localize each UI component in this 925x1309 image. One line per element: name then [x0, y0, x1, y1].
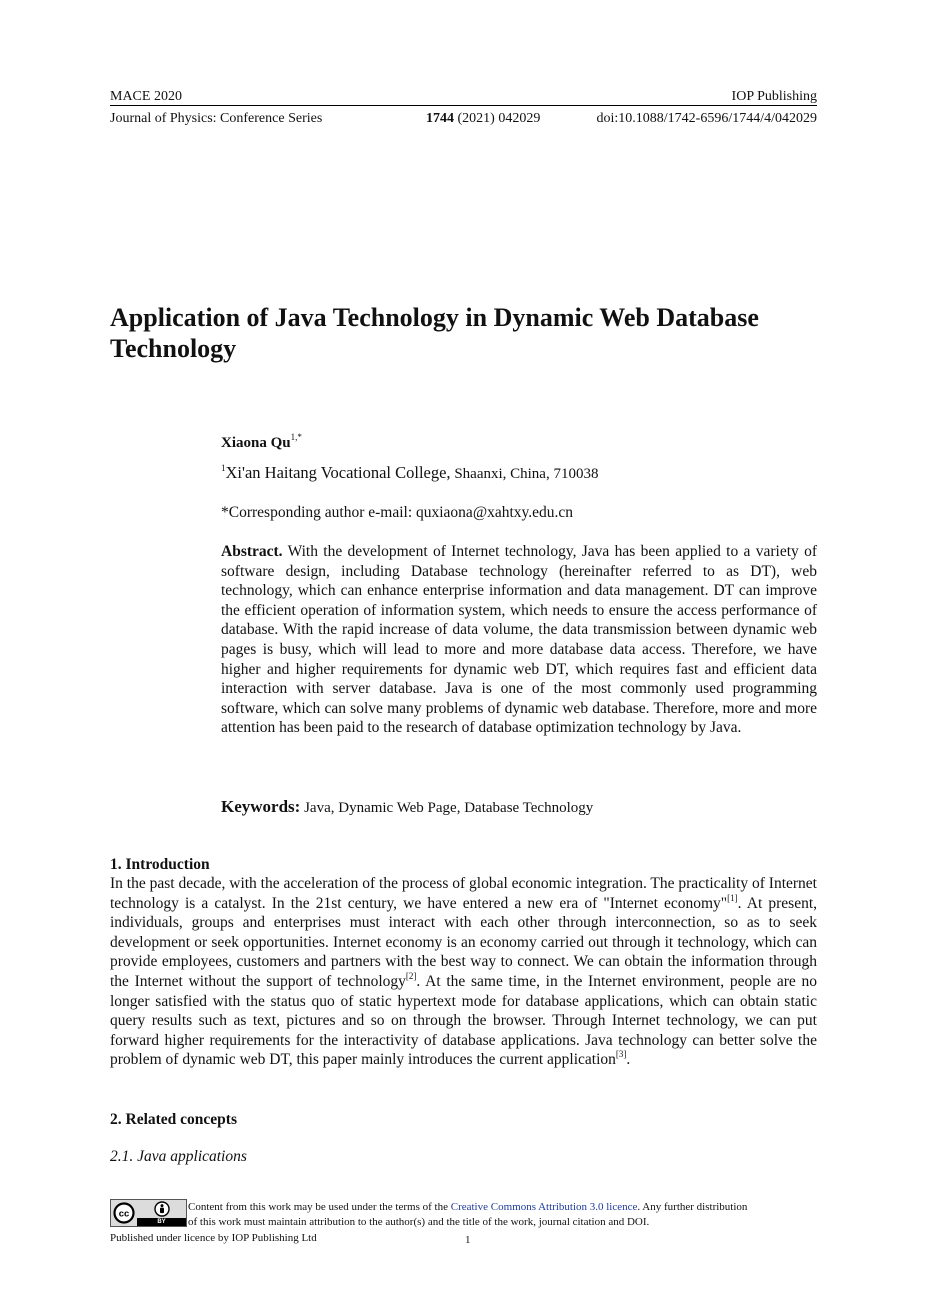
- license-link[interactable]: Creative Commons Attribution 3.0 licence: [450, 1201, 638, 1213]
- keywords: [221, 797, 593, 817]
- keywords-text: Java, Dynamic Web Page, Database Technology: [300, 800, 594, 816]
- paper-title: Application of Java Technology in Dynamic Web Database Technology: [110, 303, 759, 363]
- abstract: [221, 542, 817, 738]
- volume-number: 1744: [426, 111, 454, 126]
- reference-1: [1]: [727, 892, 738, 903]
- intro-text-4: .: [626, 1051, 631, 1069]
- abstract-text: With the development of Internet technology, Java has been applied to a variety of software design, including Database technology (hereinafter referred to as DT), web technology, which can enhance enterprise information and data management. DT can improve the efficient operation of information system, which needs to ensure the access performance of database. With the rapid increase of data volume, the data transmission between dynamic web pages is busy, which will lead to more and more database data access. Therefore, we have higher and higher requirements for dynamic web DT, which requires fast and efficient data interaction with server database. Java is one of the most commonly used programming software, which can solve many problems of dynamic web database. Therefore, more and more attention has been paid to the research of database optimization technology by Java.: [221, 543, 817, 737]
- journal-name: Journal of Physics: Conference Series: [110, 111, 323, 126]
- issue-ref: (2021) 042029: [457, 111, 541, 126]
- keywords-label: Keywords:: [221, 797, 301, 816]
- published-under: Published under licence by IOP Publishing Ltd: [110, 1232, 317, 1244]
- intro-text-3: . At the same time, in the Internet environment, people are no longer satisfied with the status quo of static hypertext mode for database applications, which can obtain static query results such as text, pictures and so on through the browser. Through Internet technology, we can put forward higher requirements for the interactivity of database applications. Java technology can better solve the problem of dynamic web DT, this paper mainly introduces the current application: [110, 972, 817, 1069]
- author-name: Xiaona Qu: [221, 435, 291, 451]
- section-heading-introduction: 1. Introduction: [110, 856, 210, 873]
- cc-by-label: BY: [137, 1218, 186, 1226]
- license-line-2: of this work must maintain attribution to the author(s) and the title of the work, journal citation and DOI.: [188, 1216, 650, 1228]
- cc-license-badge: [110, 1199, 187, 1227]
- affiliation: [221, 463, 598, 483]
- abstract-label: Abstract.: [221, 543, 283, 560]
- page-number: 1: [465, 1234, 471, 1246]
- affiliation-location: Shaanxi, China, 710038: [450, 466, 599, 482]
- intro-text-2: . At present, individuals, groups and enterprises must interact with each other through interconnection, so as to seek development or seek opportunities. Internet economy is an economy carried out through it technology, which can provide employees, customers and partners with the best way to connect. We can obtain the information through the Internet without the support of technology: [110, 894, 818, 990]
- introduction-paragraph: [110, 874, 817, 1070]
- license-notice: [188, 1200, 818, 1230]
- journal-citation: [426, 111, 540, 127]
- license-text-pre: Content from this work may be used under the terms of the: [188, 1201, 451, 1213]
- author-line: [221, 432, 302, 452]
- subsection-heading-java: 2.1. Java applications: [110, 1148, 247, 1165]
- license-text-post: . Any further distribution: [637, 1201, 748, 1213]
- affiliation-mark: 1: [221, 463, 226, 473]
- section-heading-related: 2. Related concepts: [110, 1111, 237, 1128]
- corresponding-email: *Corresponding author e-mail: quxiaona@xahtxy.edu.cn: [221, 504, 574, 521]
- header-rule: [110, 105, 817, 106]
- doi-text: doi:10.1088/1742-6596/1744/4/042029: [596, 111, 817, 126]
- author-mark: 1,*: [290, 432, 302, 442]
- publisher-name: IOP Publishing: [731, 89, 817, 104]
- intro-text-1: In the past decade, with the acceleration of the process of global economic integration. The practicality of Internet technology is a catalyst. In the 21st century, we have entered a new era of "Internet economy": [110, 875, 817, 912]
- svg-text:cc: cc: [118, 1208, 130, 1220]
- cc-icon: [111, 1200, 137, 1226]
- reference-2: [2]: [405, 970, 417, 981]
- conference-name: MACE 2020: [110, 89, 182, 104]
- affiliation-institution: Xi'an Haitang Vocational College,: [225, 463, 451, 482]
- license-line-1: [188, 1200, 818, 1215]
- reference-3: [3]: [615, 1049, 627, 1060]
- person-icon: [137, 1200, 186, 1218]
